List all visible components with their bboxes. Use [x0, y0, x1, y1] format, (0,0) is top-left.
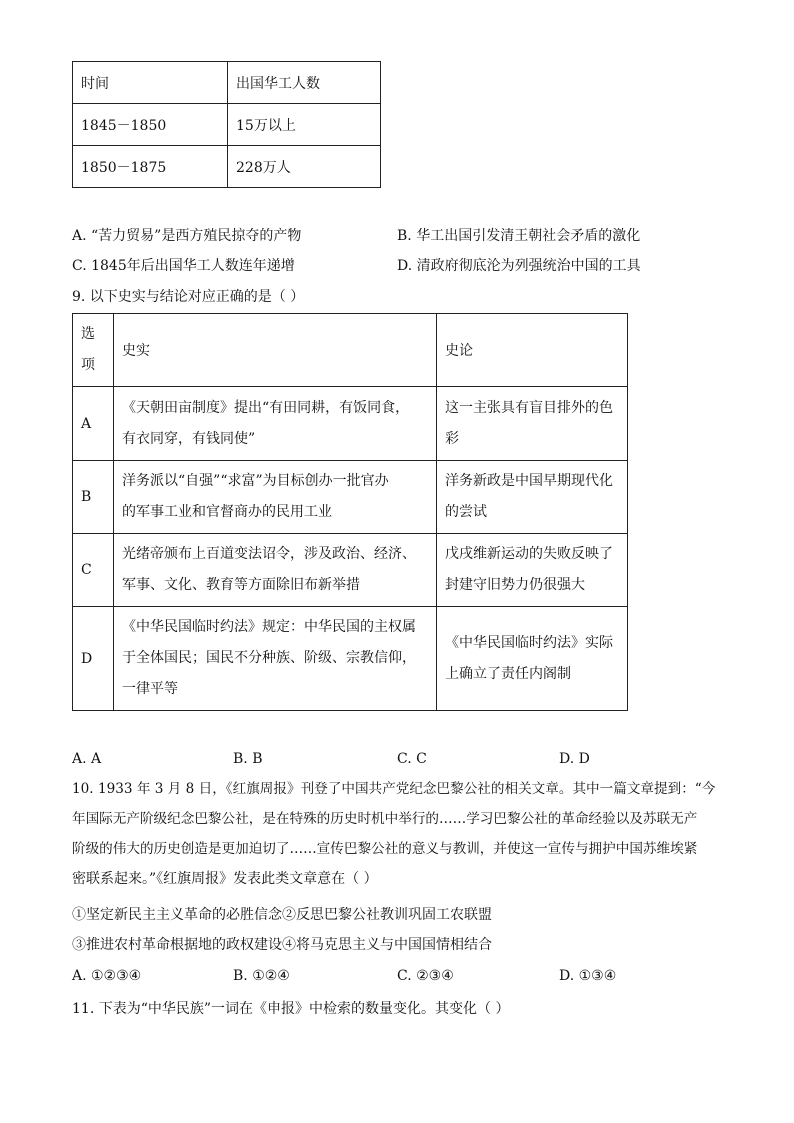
table-cell: 1845－1850 — [73, 104, 228, 146]
q9-conclusion-line: 这一主张具有盲目排外的色 — [445, 399, 613, 416]
q9-fact-line: 光绪帝颁布上百道变法诏令，涉及政治、经济、 — [122, 546, 416, 562]
q10-stem-line: 年国际无产阶级纪念巴黎公社，是在特殊的历史时机中举行的……学习巴黎公社的革命经验以及苏联无产 — [72, 811, 698, 827]
q9-fact-line: 于全体国民；国民不分种族、阶级、宗教信仰， — [122, 650, 416, 666]
q9-conclusion-line: 戊戌维新运动的失败反映了 — [445, 546, 613, 562]
q9-conclusion-line: 《中华民国临时约法》实际 — [445, 634, 613, 651]
q8-option-d[interactable]: D. 清政府彻底沦为列强统治中国的工具 — [397, 258, 641, 274]
q9-header-option-line: 选 — [81, 326, 95, 342]
table-row — [73, 387, 628, 461]
table-row — [73, 461, 628, 534]
q10-stem-line: 10. 1933 年 3 月 8 日，《红旗周报》刊登了中国共产党纪念巴黎公社的相关文章。其中一篇文章提到：“今 — [72, 781, 716, 797]
q9-header-option — [73, 314, 114, 387]
q9-option-a[interactable]: A. A — [72, 751, 102, 767]
header-cell-count: 出国华工人数 — [228, 62, 381, 104]
q9-option-label: B — [73, 461, 114, 534]
q10-stem-line: 密联系起来。”《红旗周报》发表此类文章意在（ ） — [72, 871, 378, 887]
q9-option-label: C — [73, 534, 114, 607]
table-row — [73, 607, 628, 711]
table-row — [73, 534, 628, 607]
q9-fact-line: 一律平等 — [122, 681, 178, 697]
q9-header-row — [73, 314, 628, 387]
q9-option-label: D — [73, 607, 114, 711]
q9-conclusion-line: 封建守旧势力仍很强大 — [445, 577, 585, 593]
q11-stem: 11. 下表为“中华民族”一词在《申报》中检索的数量变化。其变化（ ） — [72, 1001, 510, 1017]
table-header-row — [73, 62, 381, 104]
q10-item-line: ③推进农村革命根据地的政权建设④将马克思主义与中国国情相结合 — [72, 937, 492, 953]
q9-conclusion-cell — [437, 607, 628, 711]
q9-option-d[interactable]: D. D — [559, 751, 590, 767]
table-cell: 228万人 — [228, 146, 381, 188]
q9-header-option-line: 项 — [81, 357, 95, 373]
q9-option-b[interactable]: B. B — [233, 751, 263, 767]
q9-fact-cell — [114, 387, 437, 461]
q9-fact-line: 《天朝田亩制度》提出“有田同耕，有饭同食， — [122, 399, 410, 416]
q10-item-line: ①坚定新民主主义革命的必胜信念②反思巴黎公社教训巩固工农联盟 — [72, 907, 492, 923]
q9-fact-cell — [114, 534, 437, 607]
q9-option-c[interactable]: C. C — [397, 751, 427, 767]
q8-option-c[interactable]: C. 1845年后出国华工人数连年递增 — [72, 258, 295, 274]
q9-fact-line: 军事、文化、教育等方面除旧布新举措 — [122, 577, 360, 593]
q9-header-conclusion: 史论 — [437, 314, 628, 387]
table-cell: 15万以上 — [228, 104, 381, 146]
q8-option-b[interactable]: B. 华工出国引发清王朝社会矛盾的激化 — [397, 228, 641, 244]
q10-option-a[interactable]: A. ①②③④ — [72, 968, 142, 984]
q9-fact-cell — [114, 607, 437, 711]
q9-fact-cell — [114, 461, 437, 534]
q9-header-fact: 史实 — [114, 314, 437, 387]
q8-option-a[interactable]: A. “苦力贸易”是西方殖民掠夺的产物 — [72, 228, 302, 244]
q9-conclusion-cell — [437, 387, 628, 461]
q9-conclusion-cell — [437, 461, 628, 534]
q9-conclusion-cell — [437, 534, 628, 607]
q10-option-b[interactable]: B. ①②④ — [233, 968, 290, 984]
q9-table — [72, 313, 628, 711]
q9-conclusion-line: 的尝试 — [445, 504, 487, 520]
q10-option-d[interactable]: D. ①③④ — [559, 968, 617, 984]
q10-option-c[interactable]: C. ②③④ — [397, 968, 454, 984]
table-row — [73, 104, 381, 146]
q9-fact-line: 有衣同穿，有钱同使” — [122, 430, 256, 447]
q10-stem-line: 阶级的伟大的历史创造是更加迫切了……宣传巴黎公社的意义与教训，并使这一宣传与拥护中国苏维埃紧 — [72, 841, 698, 857]
q9-conclusion-line: 上确立了责任内阁制 — [445, 665, 571, 682]
table-row — [73, 146, 381, 188]
q9-stem: 9. 以下史实与结论对应正确的是（ ） — [72, 289, 305, 305]
q9-fact-line: 洋务派以“自强”“求富”为目标创办一批官办 — [122, 473, 389, 489]
q9-conclusion-line: 洋务新政是中国早期现代化 — [445, 473, 613, 489]
header-cell-time: 时间 — [73, 62, 228, 104]
q9-conclusion-line: 彩 — [445, 430, 459, 447]
q9-fact-line: 《中华民国临时约法》规定：中华民国的主权属 — [122, 619, 416, 635]
table-cell: 1850－1875 — [73, 146, 228, 188]
migration-table — [72, 61, 381, 188]
q9-option-label: A — [73, 387, 114, 461]
q9-fact-line: 的军事工业和官督商办的民用工业 — [122, 504, 332, 520]
